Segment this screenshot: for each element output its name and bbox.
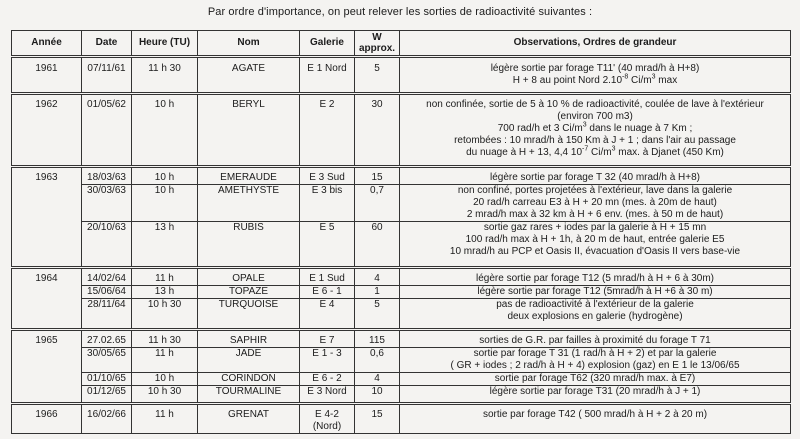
header-galerie: Galerie <box>300 31 355 57</box>
cell-w: 30 <box>355 94 400 167</box>
table-row <box>12 57 791 94</box>
cell-nom: BERYL <box>198 94 300 167</box>
cell-w: 5 <box>355 57 400 94</box>
cell-w: 15 <box>355 404 400 434</box>
cell-nom: TURQUOISE <box>198 299 300 330</box>
cell-galerie: E 3 bis <box>300 185 355 222</box>
cell-observations: légère sortie par forage T 32 (40 mrad/h à H+8) <box>400 167 791 185</box>
cell-galerie: E 3 Nord <box>300 386 355 404</box>
cell-heure: 10 h <box>132 167 198 185</box>
table-row <box>12 185 791 222</box>
cell-w: 1 <box>355 286 400 299</box>
header-annee: Année <box>12 31 82 57</box>
cell-galerie: E 6 - 2 <box>300 373 355 386</box>
cell-w: 115 <box>355 330 400 348</box>
cell-date: 30/03/63 <box>82 185 132 222</box>
cell-heure: 11 h 30 <box>132 57 198 94</box>
cell-nom: JADE <box>198 348 300 373</box>
cell-nom: TOPAZE <box>198 286 300 299</box>
cell-observations: légère sortie par forage T11' (40 mrad/h à H+8) H + 8 au point Nord $2.10^{-8}$ $Ci/m^3$ max <box>400 57 791 94</box>
cell-nom: GRENAT <box>198 404 300 434</box>
cell-galerie: E 5 <box>300 222 355 268</box>
cell-observations: sorties de G.R. par failles à proximité du forage T 71 <box>400 330 791 348</box>
year-group-1964 <box>12 268 791 330</box>
cell-observations: non confinée, sortie de 5 à 10 % de radioactivité, coulée de lave à l'extérieur (environ 700 m3) 700 rad/h et 3 $Ci/m^3$ dans le nuage à 7 Km ; retombées : 10 mrad/h à 150 Km à J + 1 ; dans l'air au passage du nuage à H + 13, 4,4 $10^{-7}$ $Ci/m^3$ max. à Djanet (450 Km) <box>400 94 791 167</box>
cell-w: 0,7 <box>355 185 400 222</box>
cell-annee: 1966 <box>12 404 82 434</box>
cell-date: 28/11/64 <box>82 299 132 330</box>
cell-annee: 1965 <box>12 330 82 404</box>
cell-heure: 10 h <box>132 185 198 222</box>
cell-w: 4 <box>355 373 400 386</box>
cell-annee: 1963 <box>12 167 82 268</box>
cell-nom: RUBIS <box>198 222 300 268</box>
cell-observations: sortie par forage T62 (320 mrad/h max. à E7) <box>400 373 791 386</box>
cell-date: 01/05/62 <box>82 94 132 167</box>
cell-nom: AMETHYSTE <box>198 185 300 222</box>
cell-nom: TOURMALINE <box>198 386 300 404</box>
table-row <box>12 404 791 434</box>
cell-heure: 11 h <box>132 268 198 286</box>
table-row <box>12 373 791 386</box>
table-row <box>12 167 791 185</box>
cell-annee: 1962 <box>12 94 82 167</box>
cell-w: 0,6 <box>355 348 400 373</box>
cell-observations: pas de radioactivité à l'extérieur de la galerie deux explosions en galerie (hydrogène) <box>400 299 791 330</box>
cell-date: 07/11/61 <box>82 57 132 94</box>
table-row <box>12 330 791 348</box>
cell-date: 01/10/65 <box>82 373 132 386</box>
cell-observations: légère sortie par forage T12 (5 mrad/h à H + 6 à 30m) <box>400 268 791 286</box>
cell-date: 30/05/65 <box>82 348 132 373</box>
cell-heure: 11 h <box>132 404 198 434</box>
cell-date: 14/02/64 <box>82 268 132 286</box>
cell-heure: 10 h 30 <box>132 386 198 404</box>
cell-heure: 11 h 30 <box>132 330 198 348</box>
cell-heure: 10 h 30 <box>132 299 198 330</box>
cell-w: 4 <box>355 268 400 286</box>
cell-observations: sortie gaz rares + iodes par la galerie à H + 15 mn 100 rad/h max à H + 1h, à 20 m de haut, entrée galerie E5 10 mrad/h au PCP et Oasis II, évacuation d'Oasis II vers base-vie <box>400 222 791 268</box>
cell-nom: AGATE <box>198 57 300 94</box>
cell-annee: 1964 <box>12 268 82 330</box>
cell-heure: 13 h <box>132 222 198 268</box>
cell-galerie: E 3 Sud <box>300 167 355 185</box>
table-row <box>12 386 791 404</box>
cell-galerie: E 7 <box>300 330 355 348</box>
cell-observations: sortie par forage T42 ( 500 mrad/h à H + 2 à 20 m) <box>400 404 791 434</box>
cell-heure: 10 h <box>132 94 198 167</box>
cell-w: 15 <box>355 167 400 185</box>
cell-heure: 10 h <box>132 373 198 386</box>
cell-w: 5 <box>355 299 400 330</box>
cell-observations: sortie par forage T 31 (1 rad/h à H + 2) et par la galerie ( GR + iodes ; 2 rad/h à H + 4) explosion (gaz) en E 1 le 13/06/65 <box>400 348 791 373</box>
table-header <box>12 31 791 57</box>
header-heure: Heure (TU) <box>132 31 198 57</box>
cell-date: 16/02/66 <box>82 404 132 434</box>
cell-w: 10 <box>355 386 400 404</box>
cell-nom: SAPHIR <box>198 330 300 348</box>
header-nom: Nom <box>198 31 300 57</box>
table-row <box>12 222 791 268</box>
year-group-1963 <box>12 167 791 268</box>
cell-galerie: E 4-2 (Nord) <box>300 404 355 434</box>
header-date: Date <box>82 31 132 57</box>
table-row <box>12 299 791 330</box>
cell-observations: légère sortie par forage T31 (20 mrad/h à J + 1) <box>400 386 791 404</box>
year-group-1961 <box>12 57 791 94</box>
cell-nom: CORINDON <box>198 373 300 386</box>
cell-galerie: E 1 Nord <box>300 57 355 94</box>
cell-galerie: E 2 <box>300 94 355 167</box>
table-row <box>12 286 791 299</box>
cell-date: 15/06/64 <box>82 286 132 299</box>
cell-observations: non confiné, portes projetées à l'extérieur, lave dans la galerie 20 rad/h carreau E3 à H + 20 mn (mes. à 20m de haut) 2 mrad/h max à 32 km à H + 6 env. (mes. à 50 m de haut) <box>400 185 791 222</box>
cell-galerie: E 1 - 3 <box>300 348 355 373</box>
cell-date: 27.02.65 <box>82 330 132 348</box>
intro-text: Par ordre d'importance, on peut relever les sorties de radioactivité suivantes : <box>207 6 593 18</box>
cell-annee: 1961 <box>12 57 82 94</box>
year-group-1965 <box>12 330 791 404</box>
year-group-1966 <box>12 404 791 434</box>
cell-galerie: E 1 Sud <box>300 268 355 286</box>
header-w: W approx. <box>355 31 400 57</box>
cell-nom: EMERAUDE <box>198 167 300 185</box>
year-group-1962 <box>12 94 791 167</box>
cell-heure: 11 h <box>132 348 198 373</box>
header-observations: Observations, Ordres de grandeur <box>400 31 791 57</box>
cell-galerie: E 4 <box>300 299 355 330</box>
table-row <box>12 94 791 167</box>
cell-date: 01/12/65 <box>82 386 132 404</box>
cell-heure: 13 h <box>132 286 198 299</box>
cell-observations: légère sortie par forage T12 (5mrad/h à H +6 à 30 m) <box>400 286 791 299</box>
radioactivity-table <box>11 30 791 434</box>
cell-date: 20/10/63 <box>82 222 132 268</box>
table-row <box>12 348 791 373</box>
cell-nom: OPALE <box>198 268 300 286</box>
cell-date: 18/03/63 <box>82 167 132 185</box>
table-row <box>12 268 791 286</box>
cell-w: 60 <box>355 222 400 268</box>
cell-galerie: E 6 - 1 <box>300 286 355 299</box>
